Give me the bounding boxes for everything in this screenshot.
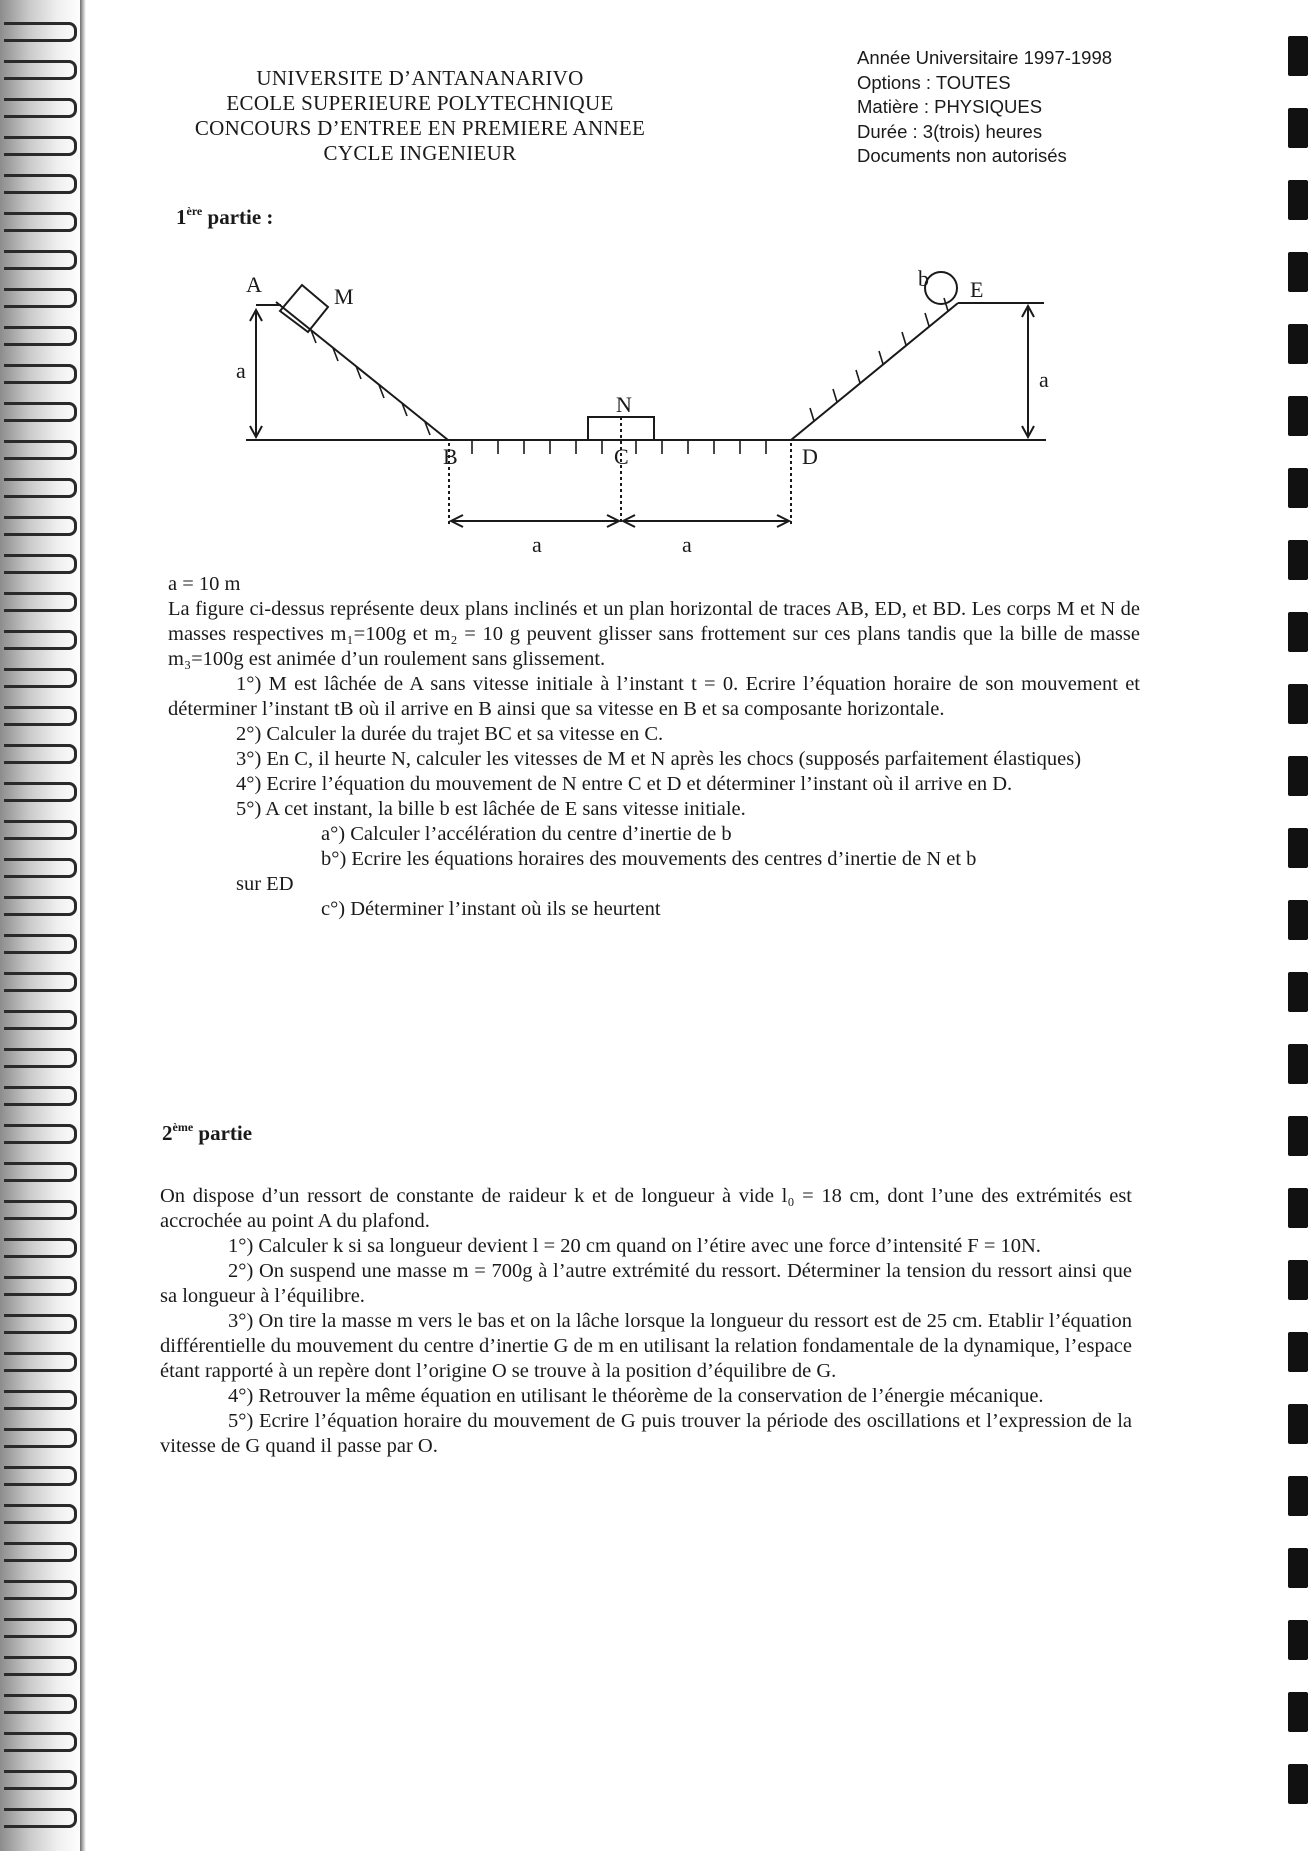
part1-question-1: 1°) M est lâchée de A sans vitesse initiale à l’instant t = 0. Ecrire l’équation horaire de son mouvement et déterminer l’instant tB où il arrive en B ainsi que sa vitesse en B et sa composante horizontale. (168, 673, 1140, 720)
label-a-right: a (1039, 367, 1049, 392)
part2-question-1: 1°) Calculer k si sa longueur devient l = 20 cm quand on l’étire avec une force d’intensité F = 10N. (228, 1235, 1041, 1257)
academic-year: Année Universitaire 1997-1998 (857, 47, 1113, 68)
part2-text (160, 1184, 1132, 1459)
part2-intro: On dispose d’un ressort de constante de raideur k et de longueur à vide l₀ = 18 cm, dont l’une des extrémités est accrochée au point A du plafond. (160, 1185, 1132, 1232)
ball-b (925, 272, 957, 304)
exam-info (857, 46, 1112, 169)
cycle-name: CYCLE INGENIEUR (323, 141, 517, 165)
part1-superscript: ère (186, 204, 203, 218)
label-b-point: B (443, 444, 458, 469)
part2-question-5: 5°) Ecrire l’équation horaire du mouvement de G puis trouver la période des oscillations et l’expression de la vitesse de G quand il passe par O. (160, 1410, 1132, 1457)
incline-ab (276, 302, 448, 440)
incline-ed (791, 303, 958, 440)
label-a-cd: a (682, 532, 692, 557)
duration: Durée : 3(trois) heures (857, 120, 1043, 142)
part1-question-5a: a°) Calculer l’accélération du centre d’inertie de b (321, 823, 732, 845)
label-a-left: a (236, 358, 246, 383)
part2-superscript: ème (172, 1120, 194, 1134)
label-c-point: C (614, 444, 629, 469)
exam-name: CONCOURS D’ENTREE EN PREMIERE ANNEE (194, 116, 646, 140)
part1-question-5: 5°) A cet instant, la bille b est lâchée de E sans vitesse initiale. (236, 798, 746, 820)
institution-header (160, 66, 680, 166)
left-incline-hatching (311, 330, 430, 435)
part2-question-4: 4°) Retrouver la même équation en utilisant le théorème de la conservation de l’énergie mécanique. (228, 1385, 1044, 1407)
label-e-point: E (970, 277, 984, 302)
label-a-bc: a (532, 532, 542, 557)
label-m: M (334, 284, 354, 309)
part1-word: partie : (207, 205, 274, 229)
part1-question-5b: b°) Ecrire les équations horaires des mouvements des centres d’inertie de N et b (321, 848, 977, 870)
part1-number: 1 (176, 205, 187, 229)
part1-question-5b-cont: sur ED (236, 873, 294, 895)
part2-title (162, 1120, 252, 1146)
label-b-ball: b (918, 266, 929, 291)
inclined-planes-figure (236, 265, 1066, 565)
part1-question-5c: c°) Déterminer l’instant où ils se heurtent (321, 898, 661, 920)
part1-question-3: 3°) En C, il heurte N, calculer les vitesses de M et N après les chocs (supposés parfaitement élastiques) (236, 748, 1082, 770)
documents-rule: Documents non autorisés (857, 145, 1067, 166)
options: Options : TOUTES (857, 71, 1011, 93)
part2-question-2: 2°) On suspend une masse m = 700g à l’autre extrémité du ressort. Déterminer la tension du ressort ainsi que sa longueur à l’équilibre. (160, 1260, 1132, 1307)
part1-title (176, 204, 273, 230)
part2-number: 2 (162, 1121, 173, 1145)
part2-question-3: 3°) On tire la masse m vers le bas et on la lâche lorsque la longueur du ressort est de 25 cm. Etablir l’équation différentielle du mouvement du centre d’inertie G de m en utilisant la relation fondamentale de la dynamique, l’espace étant rapporté à un repère dont l’origine O se trouve à la position d’équilibre de G. (160, 1310, 1132, 1382)
label-n: N (616, 392, 632, 417)
subject: Matière : PHYSIQUES (857, 96, 1043, 117)
part1-text (168, 572, 1140, 922)
label-d-point: D (802, 444, 818, 469)
right-incline-hatching (810, 298, 948, 421)
label-a-point: A (246, 272, 262, 297)
part2-word: partie (198, 1121, 253, 1145)
part1-intro: La figure ci-dessus représente deux plans inclinés et un plan horizontal de traces AB, ED, et BD. Les corps M et N de masses respectives m₁=100g et m₂ = 10 g peuvent glisser sans frottement sur ces plans tandis que la bille de masse m₃=100g est animée d’un roulement sans glissement. (168, 598, 1140, 670)
school-name: ECOLE SUPERIEURE POLYTECHNIQUE (226, 91, 614, 115)
given-value: a = 10 m (168, 573, 241, 595)
university-name: UNIVERSITE D’ANTANANARIVO (256, 66, 584, 90)
part1-question-4: 4°) Ecrire l’équation du mouvement de N entre C et D et déterminer l’instant où il arrive en D. (236, 773, 1013, 795)
part1-question-2: 2°) Calculer la durée du trajet BC et sa vitesse en C. (236, 723, 664, 745)
